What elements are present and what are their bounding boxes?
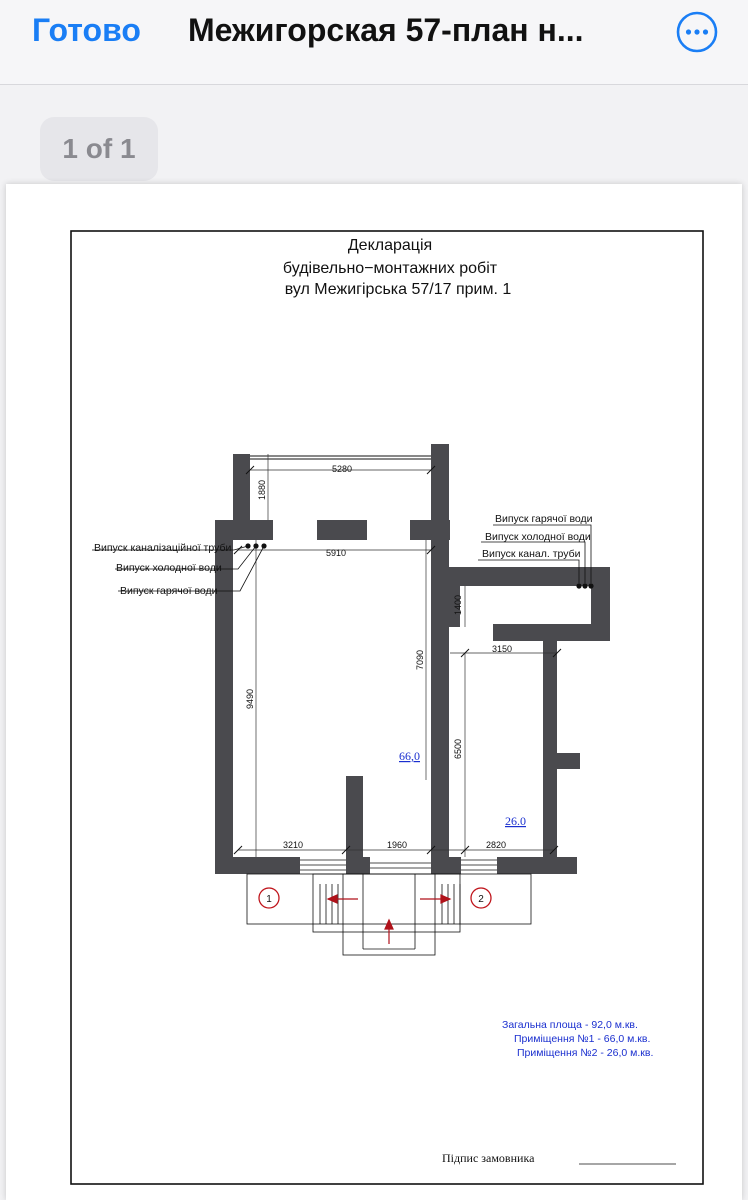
summary-total: Загальна площа - 92,0 м.кв. bbox=[502, 1019, 638, 1031]
document-page[interactable] bbox=[6, 184, 742, 1200]
signature-label: Підпис замовника bbox=[442, 1151, 535, 1165]
label-left-sewer: Випуск каналізаційної труби bbox=[94, 542, 232, 554]
dim-left-height: 9490 bbox=[245, 688, 255, 710]
label-right-hot: Випуск гарячої води bbox=[495, 513, 593, 525]
label-right-cold: Випуск холодної води bbox=[485, 531, 591, 543]
dim-right-height: 6500 bbox=[453, 738, 463, 760]
label-right-sewer: Випуск канал. труби bbox=[482, 548, 581, 560]
dim-top-height: 1880 bbox=[257, 479, 267, 501]
dim-bottom-mid: 1960 bbox=[386, 840, 408, 850]
doc-title-line1: Декларація bbox=[347, 237, 433, 254]
document-title: Межигорская 57-план н... bbox=[188, 12, 584, 48]
summary-room2: Приміщення №2 - 26,0 м.кв. bbox=[517, 1047, 654, 1059]
dim-right-width: 3150 bbox=[491, 644, 513, 654]
doc-title-line3: вул Межигірська 57/17 прим. 1 bbox=[284, 281, 512, 298]
done-button[interactable]: Готово bbox=[32, 12, 141, 48]
doc-title-line2: будівельно−монтажних робіт bbox=[282, 260, 498, 277]
ellipsis-circle-icon[interactable] bbox=[676, 11, 718, 53]
dim-mid-height: 7090 bbox=[415, 649, 425, 671]
marker-2-label: 2 bbox=[478, 894, 484, 905]
dim-inner-width: 5910 bbox=[325, 548, 347, 558]
label-left-hot: Випуск гарячої води bbox=[120, 585, 218, 597]
walls bbox=[215, 444, 610, 874]
entrance-arrows bbox=[328, 895, 450, 944]
summary-room1: Приміщення №1 - 66,0 м.кв. bbox=[514, 1033, 651, 1045]
dim-bottom-right: 2820 bbox=[485, 840, 507, 850]
dim-right-top-height: 1400 bbox=[453, 594, 463, 616]
marker-1-label: 1 bbox=[266, 894, 272, 905]
dim-top-width: 5280 bbox=[331, 464, 353, 474]
dim-bottom-left: 3210 bbox=[282, 840, 304, 850]
navigation-bar bbox=[0, 0, 748, 85]
room2-area: 26.0 bbox=[505, 814, 526, 828]
room1-area: 66,0 bbox=[399, 749, 420, 763]
page-counter: 1 of 1 bbox=[40, 117, 158, 181]
floor-plan-drawing bbox=[6, 184, 742, 1200]
label-left-cold: Випуск холодної води bbox=[116, 562, 222, 574]
